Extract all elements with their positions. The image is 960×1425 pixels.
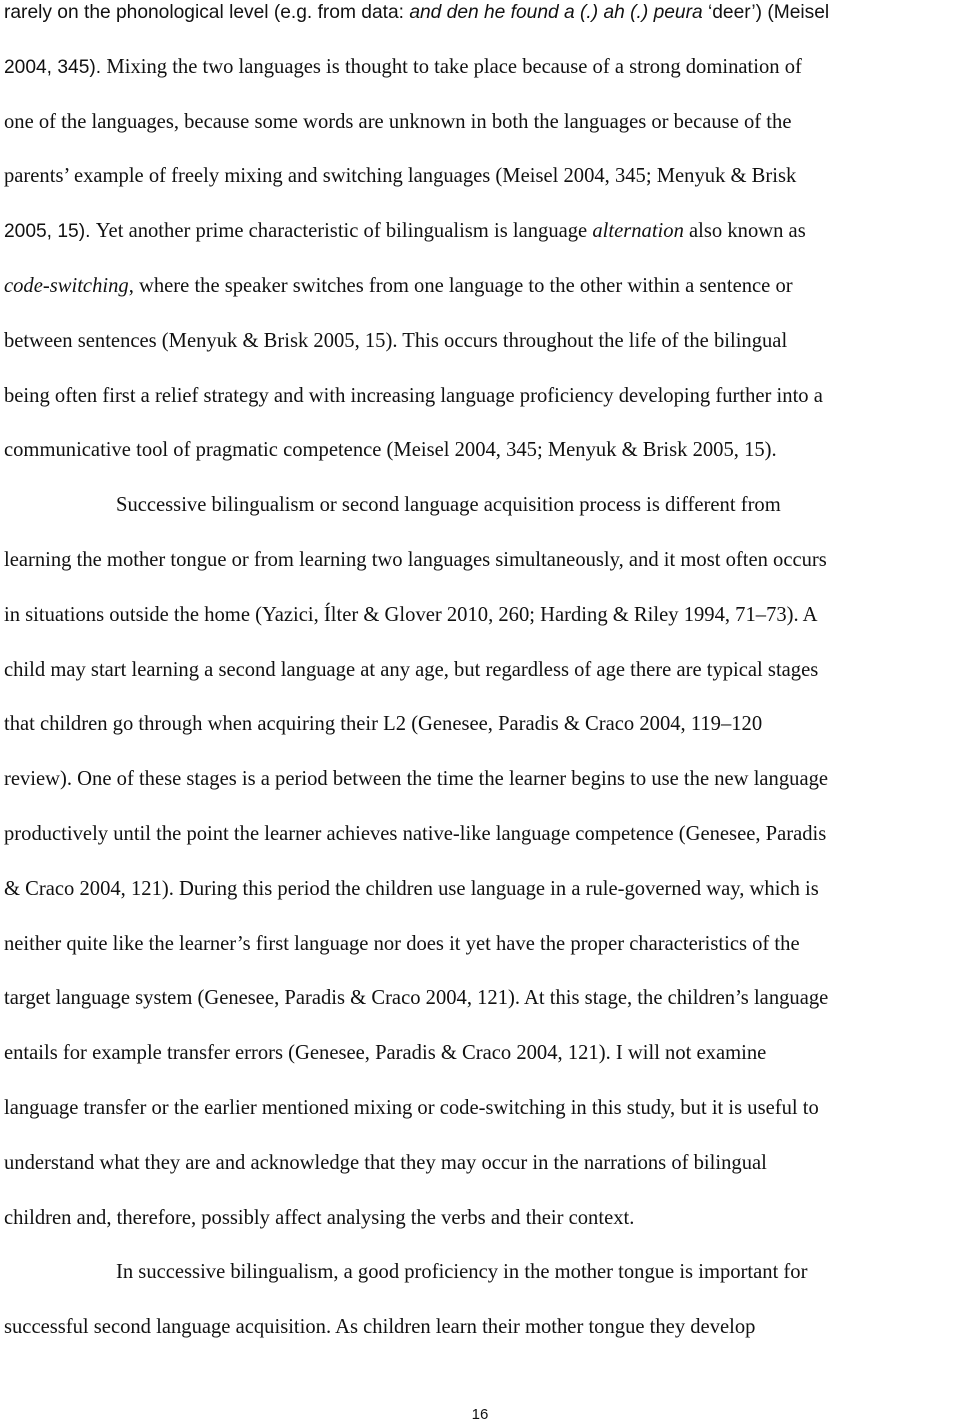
text-segment: language transfer or the earlier mentioned mixing or code-switching in this study, but it is useful to (4, 1097, 819, 1119)
text-line (4, 219, 956, 244)
text-segment: neither quite like the learner’s first language nor does it yet have the proper characteristics of the (4, 932, 800, 955)
text-line (4, 877, 956, 901)
text-segment: also known as (683, 220, 806, 243)
text-segment: , where the speaker switches from one language to the other within a sentence or (128, 275, 793, 297)
text-segment: Mixing the two languages is thought to take place because of a strong domination of (106, 55, 802, 78)
text-segment: child may start learning a second language at any age, but regardless of age there are typical stages (4, 658, 819, 681)
text-line (4, 110, 956, 134)
text-segment: rarely on the phonological level (e.g. from data: (4, 2, 410, 23)
text-segment: productively until the point the learner achieves native-like language competence (Genesee, Paradis (4, 823, 827, 845)
text-line (4, 932, 956, 956)
text-line (116, 493, 956, 517)
text-line (4, 55, 956, 80)
text-segment: in situations outside the home (Yazici, Ílter & Glover 2010, 260; Harding & Riley 1994, 71–73). A (4, 603, 818, 626)
text-segment: being often first a relief strategy and with increasing language proficiency developing further into a (4, 384, 823, 407)
text-line (4, 329, 956, 353)
text-segment: Yet another prime characteristic of bilingualism is language (95, 220, 593, 243)
text-segment: and den he found a (.) ah (.) peura (409, 2, 703, 23)
text-segment: alternation (592, 220, 684, 243)
text-segment: review). One of these stages is a period between the time the learner begins to use the new language (4, 768, 829, 791)
text-line (4, 658, 956, 682)
text-line (4, 712, 956, 736)
text-segment: parents’ example of freely mixing and switching languages (Meisel 2004, 345; Menyuk & Brisk (4, 165, 797, 188)
text-line (4, 1041, 956, 1065)
text-line (116, 1260, 956, 1284)
text-line (4, 1206, 956, 1230)
text-line (4, 822, 956, 846)
page-number: 16 (471, 1406, 489, 1423)
text-segment: children and, therefore, possibly affect analysing the verbs and their context. (4, 1206, 635, 1229)
text-line (4, 1151, 956, 1175)
text-line (4, 384, 956, 408)
text-segment: that children go through when acquiring their L2 (Genesee, Paradis & Craco 2004, 119–120 (4, 713, 763, 736)
text-segment: This occurs throughout the life of the bilingual (402, 329, 788, 352)
text-segment: successful second language acquisition. As children learn their mother tongue they develop (4, 1316, 756, 1339)
text-segment: 2004, 345). (4, 56, 107, 78)
text-segment: code-switching (4, 275, 129, 297)
text-segment: ‘deer’) (Meisel (702, 2, 830, 23)
text-line (4, 274, 956, 298)
text-segment: between sentences (Menyuk & Brisk 2005, 15). (4, 329, 403, 352)
text-segment: & Craco 2004, 121). During this period the children use language in a rule-governed way, which is (4, 877, 819, 900)
text-segment: communicative tool of pragmatic competence (Meisel 2004, 345; Menyuk & Brisk 2005, 15). (4, 439, 777, 462)
text-line (4, 767, 956, 791)
text-segment: target language system (Genesee, Paradis & Craco 2004, 121). At this stage, the children’s language (4, 987, 829, 1010)
text-line (4, 1096, 956, 1120)
text-line (4, 986, 956, 1010)
text-segment: 2005, 15). (4, 221, 96, 243)
text-segment: Successive bilingualism or second language acquisition process is different from (116, 494, 781, 517)
text-segment: entails for example transfer errors (Genesee, Paradis & Craco 2004, 121). I will not examine (4, 1042, 767, 1065)
text-line (4, 438, 956, 462)
text-segment: learning the mother tongue or from learning two languages simultaneously, and it most often occurs (4, 549, 827, 571)
text-line (4, 0, 956, 25)
text-line (4, 1315, 956, 1339)
text-line (4, 548, 956, 572)
text-segment: one of the languages, because some words are unknown in both the languages or because of the (4, 110, 792, 133)
text-line (4, 164, 956, 188)
text-segment: understand what they are and acknowledge that they may occur in the narrations of bilingual (4, 1151, 767, 1174)
text-segment: In successive bilingualism, a good proficiency in the mother tongue is important for (116, 1261, 808, 1284)
text-line (4, 603, 956, 627)
